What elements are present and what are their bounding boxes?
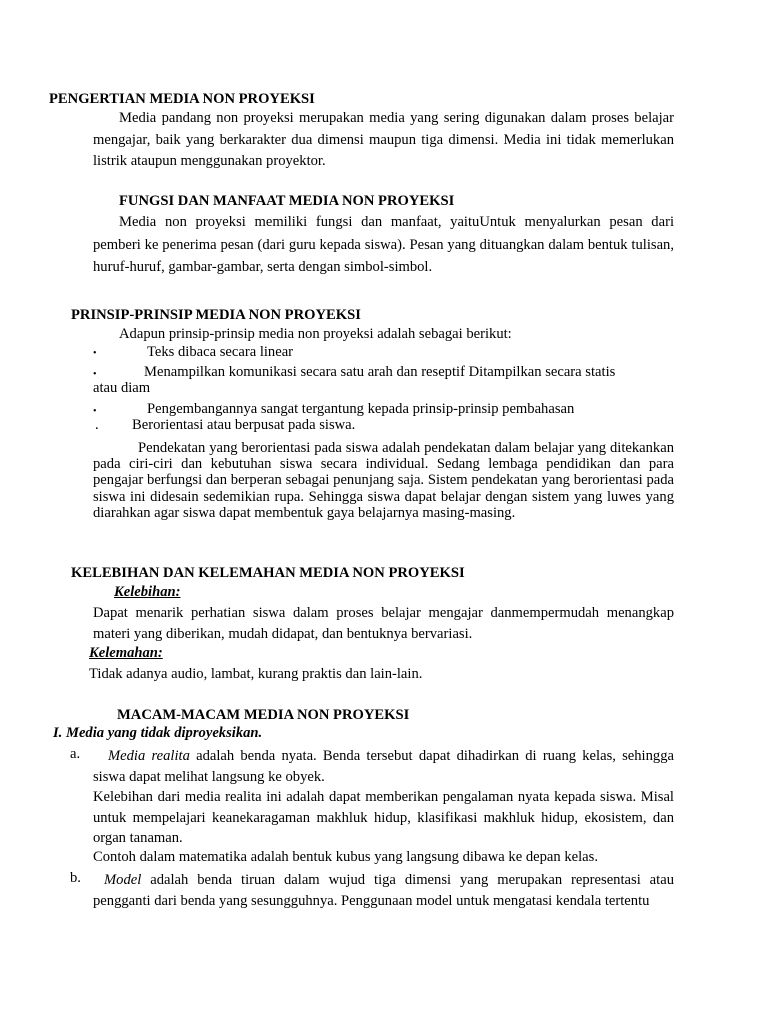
paragraph-pengertian: Media pandang non proyeksi merupakan media yang sering digunakan dalam proses belajar mengajar, baik yang berkarakter dua dimensi maupun tiga dimensi. Media ini tidak memerlukan listrik ataupun menggunakan proyektor. — [93, 110, 674, 169]
section-title-pengertian: PENGERTIAN MEDIA NON PROYEKSI — [49, 91, 315, 107]
bullet-icon: • — [93, 369, 97, 380]
item-marker-a: a. — [70, 746, 81, 762]
section-title-kelebihan-kelemahan: KELEBIHAN DAN KELEMAHAN MEDIA NON PROYEKSI — [71, 565, 465, 581]
subsection-title: I. Media yang tidak diproyeksikan. — [53, 725, 263, 741]
list-item: Berorientasi atau berpusat pada siswa. — [132, 417, 356, 433]
list-item-continuation: atau diam — [93, 380, 151, 396]
kelemahan-text: Tidak adanya audio, lambat, kurang praktis dan lain-lain. — [89, 666, 423, 682]
bullet-icon: • — [93, 406, 97, 417]
kelemahan-label: Kelemahan: — [89, 645, 163, 661]
item-a-term: Media realita — [108, 748, 190, 764]
paragraph-fungsi: Media non proyeksi memiliki fungsi dan manfaat, yaituUntuk menyalurkan pesan dari pemberi ke penerima pesan (dari guru kepada siswa). Pesan yang dituangkan dalam bentuk tulisan, huruf-huruf, gambar-gambar, serta dengan simbol-simbol. — [93, 214, 674, 275]
list-item: Pengembangannya sangat tergantung kepada prinsip-prinsip pembahasan — [147, 401, 575, 417]
list-item: Teks dibaca secara linear — [147, 344, 294, 360]
section-title-macam: MACAM-MACAM MEDIA NON PROYEKSI — [117, 707, 410, 723]
item-b-paragraph — [93, 870, 674, 911]
item-b-term: Model — [104, 872, 142, 888]
section-title-fungsi: FUNGSI DAN MANFAAT MEDIA NON PROYEKSI — [119, 193, 455, 209]
item-marker-b: b. — [70, 870, 81, 886]
kelebihan-label: Kelebihan: — [114, 584, 181, 600]
bullet-icon: • — [93, 348, 97, 359]
list-item: Menampilkan komunikasi secara satu arah dan reseptif Ditampilkan secara statis — [144, 364, 616, 380]
section-title-prinsip: PRINSIP-PRINSIP MEDIA NON PROYEKSI — [71, 307, 361, 323]
item-a-paragraph-3: Contoh dalam matematika adalah bentuk kubus yang langsung dibawa ke depan kelas. — [93, 849, 598, 865]
prinsip-intro: Adapun prinsip-prinsip media non proyeksi adalah sebagai berikut: — [119, 326, 512, 342]
kelebihan-text: Dapat menarik perhatian siswa dalam proses belajar mengajar danmempermudah menangkap materi yang diberikan, mudah didapat, dan bentuknya bervariasi. — [93, 605, 674, 642]
item-b-text: adalah benda tiruan dalam wujud tiga dimensi yang merupakan representasi atau pengganti dari benda yang sesungguhnya. Penggunaan model untuk mengatasi kendala tertentu — [93, 872, 674, 909]
item-a-paragraph — [93, 746, 674, 787]
item-a-paragraph-2: Kelebihan dari media realita ini adalah dapat memberikan pengalaman nyata kepada siswa. Misal untuk mempelajari keanekaragaman makhluk hidup, klasifikasi makhluk hidup, ekosistem, dan organ tanaman. — [93, 789, 674, 846]
item-a-text: adalah benda nyata. Benda tersebut dapat dihadirkan di ruang kelas, sehingga siswa dapat melihat langsung ke obyek. — [93, 748, 674, 785]
dot-marker: . — [95, 417, 99, 433]
paragraph-pendekatan: Pendekatan yang berorientasi pada siswa adalah pendekatan dalam belajar yang ditekankan pada ciri-ciri dan kebutuhan siswa secara individual. Sedang lembaga pendidikan dan para pengajar berfungsi dan berperan sebagai penunjang saja. Sistem pendekatan yang berorientasi pada siswa ini didesain sedemikian rupa. Sehingga siswa dapat belajar dengan sistem yang luwes yang diarahkan agar siswa dapat membentuk gaya belajarnya masing-masing. — [93, 440, 674, 521]
